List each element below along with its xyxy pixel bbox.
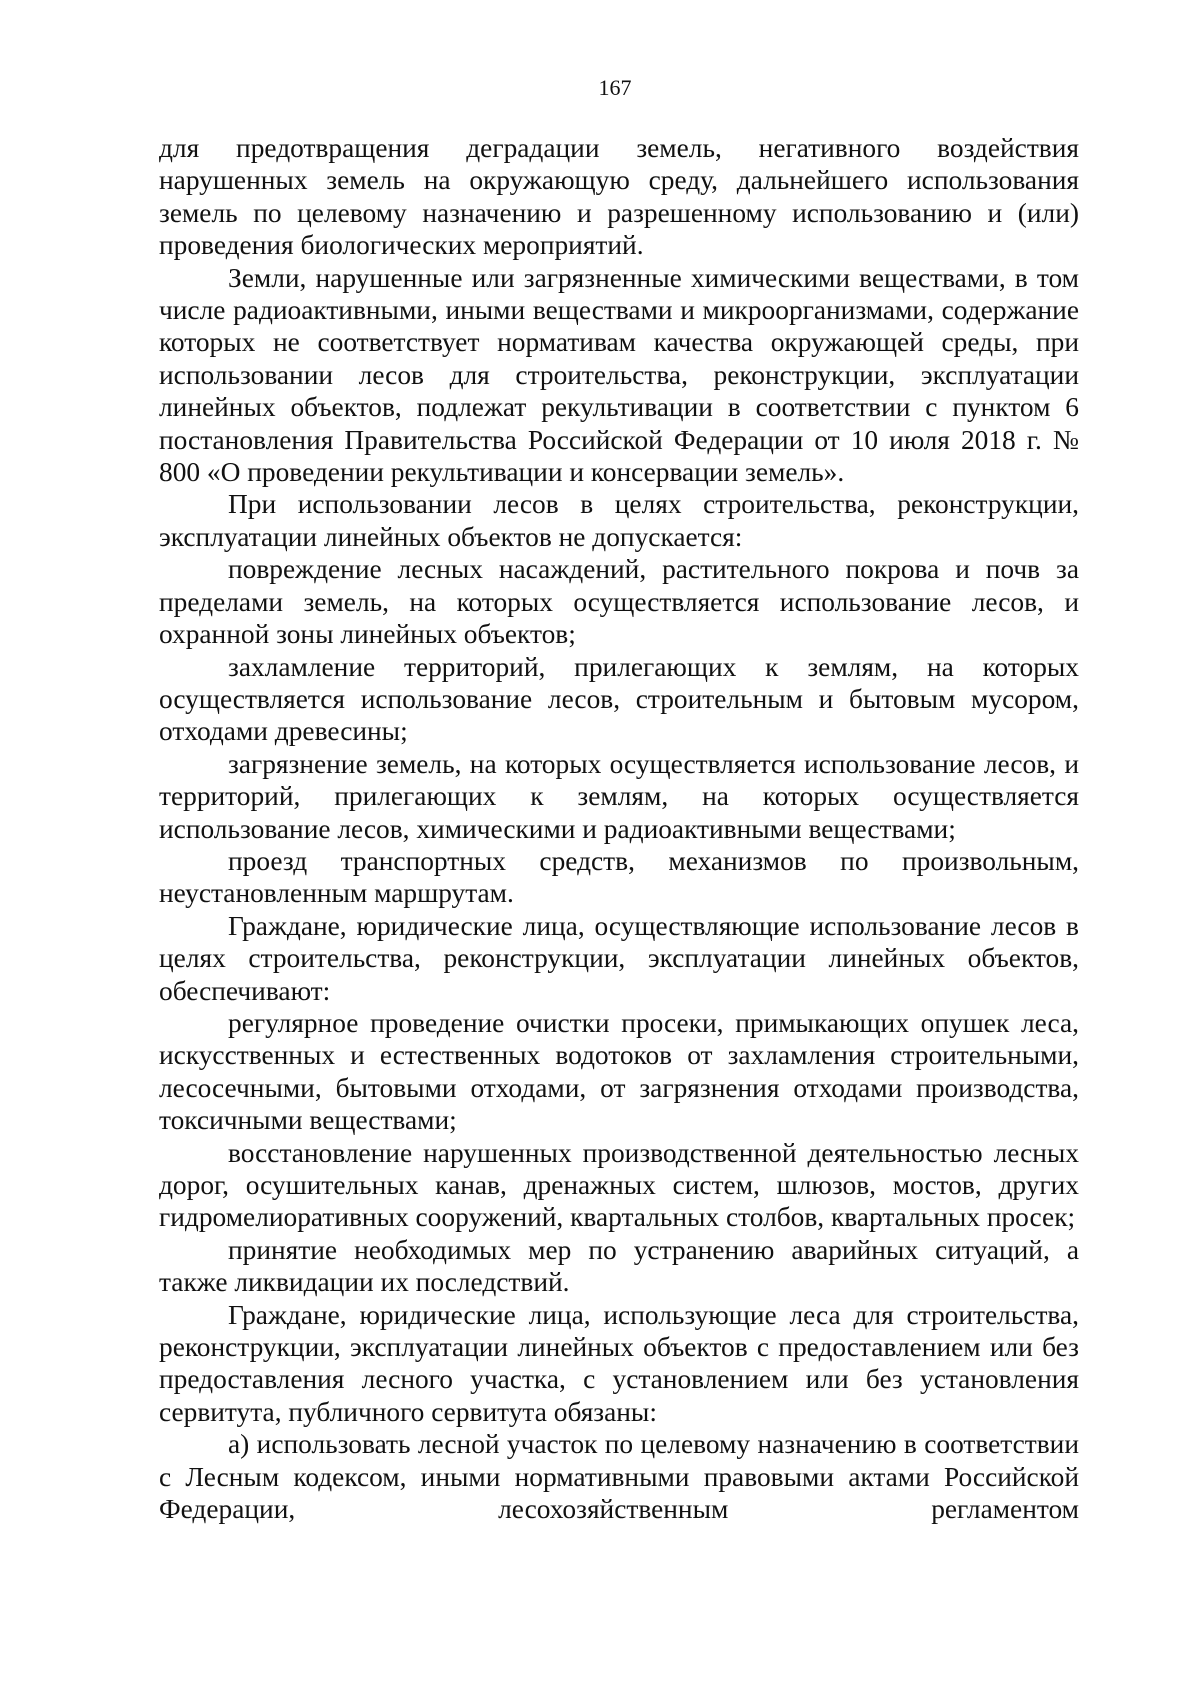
paragraph: для предотвращения деградации земель, негативного воздействия нарушенных земель на окружающую среду, дальнейшего использования земель по целевому назначению и разрешенному использованию и (или) проведения биологических мероприятий. bbox=[159, 133, 1079, 261]
page-number: 167 bbox=[598, 75, 632, 100]
list-item: восстановление нарушенных производственной деятельностью лесных дорог, осушительных канав, дренажных систем, шлюзов, мостов, других гидромелиоративных сооружений, квартальных столбов, квартальных просек; bbox=[159, 1137, 1079, 1233]
paragraph: Граждане, юридические лица, осуществляющие использование лесов в целях строительства, реконструкции, эксплуатации линейных объектов, обеспечивают: bbox=[159, 910, 1079, 1006]
paragraph: При использовании лесов в целях строительства, реконструкции, эксплуатации линейных объектов не допускается: bbox=[159, 489, 1079, 552]
list-item: принятие необходимых мер по устранению аварийных ситуаций, а также ликвидации их последствий. bbox=[159, 1234, 1079, 1298]
paragraph: Земли, нарушенные или загрязненные химическими веществами, в том числе радиоактивными, иными веществами и микроорганизмами, содержание которых не соответствует нормативам качества окружающей среды, при использовании лесов для строительства, реконструкции, эксплуатации линейных объектов, подлежат рекультивации в соответствии с пунктом 6 постановления Правительства Российской Федерации от 10 июля 2018 г. № 800 «О проведении рекультивации и консервации земель». bbox=[159, 262, 1079, 488]
list-item: захламление территорий, прилегающих к землям, на которых осуществляется использование лесов, строительным и бытовым мусором, отходами древесины; bbox=[159, 651, 1079, 747]
paragraph: Граждане, юридические лица, использующие леса для строительства, реконструкции, эксплуатации линейных объектов с предоставлением или без предоставления лесного участка, с установлением или без установления сервитута, публичного сервитута обязаны: bbox=[159, 1299, 1079, 1427]
list-item: а) использовать лесной участок по целевому назначению в соответствии с Лесным кодексом, иными нормативными правовыми актами Российской Федерации, лесохозяйственным регламентом bbox=[159, 1429, 1079, 1525]
list-item: загрязнение земель, на которых осуществляется использование лесов, и территорий, прилегающих к землям, на которых осуществляется использование лесов, химическими и радиоактивными веществами; bbox=[159, 748, 1079, 844]
list-item: повреждение лесных насаждений, растительного покрова и почв за пределами земель, на которых осуществляется использование лесов, и охранной зоны линейных объектов; bbox=[159, 554, 1079, 650]
list-item: регулярное проведение очистки просеки, примыкающих опушек леса, искусственных и естественных водотоков от захламления строительными, лесосечными, бытовыми отходами, от загрязнения отходами производства, токсичными веществами; bbox=[159, 1007, 1079, 1136]
document-body bbox=[159, 132, 1079, 1525]
list-item: проезд транспортных средств, механизмов по произвольным, неустановленным маршрутам. bbox=[159, 845, 1079, 909]
